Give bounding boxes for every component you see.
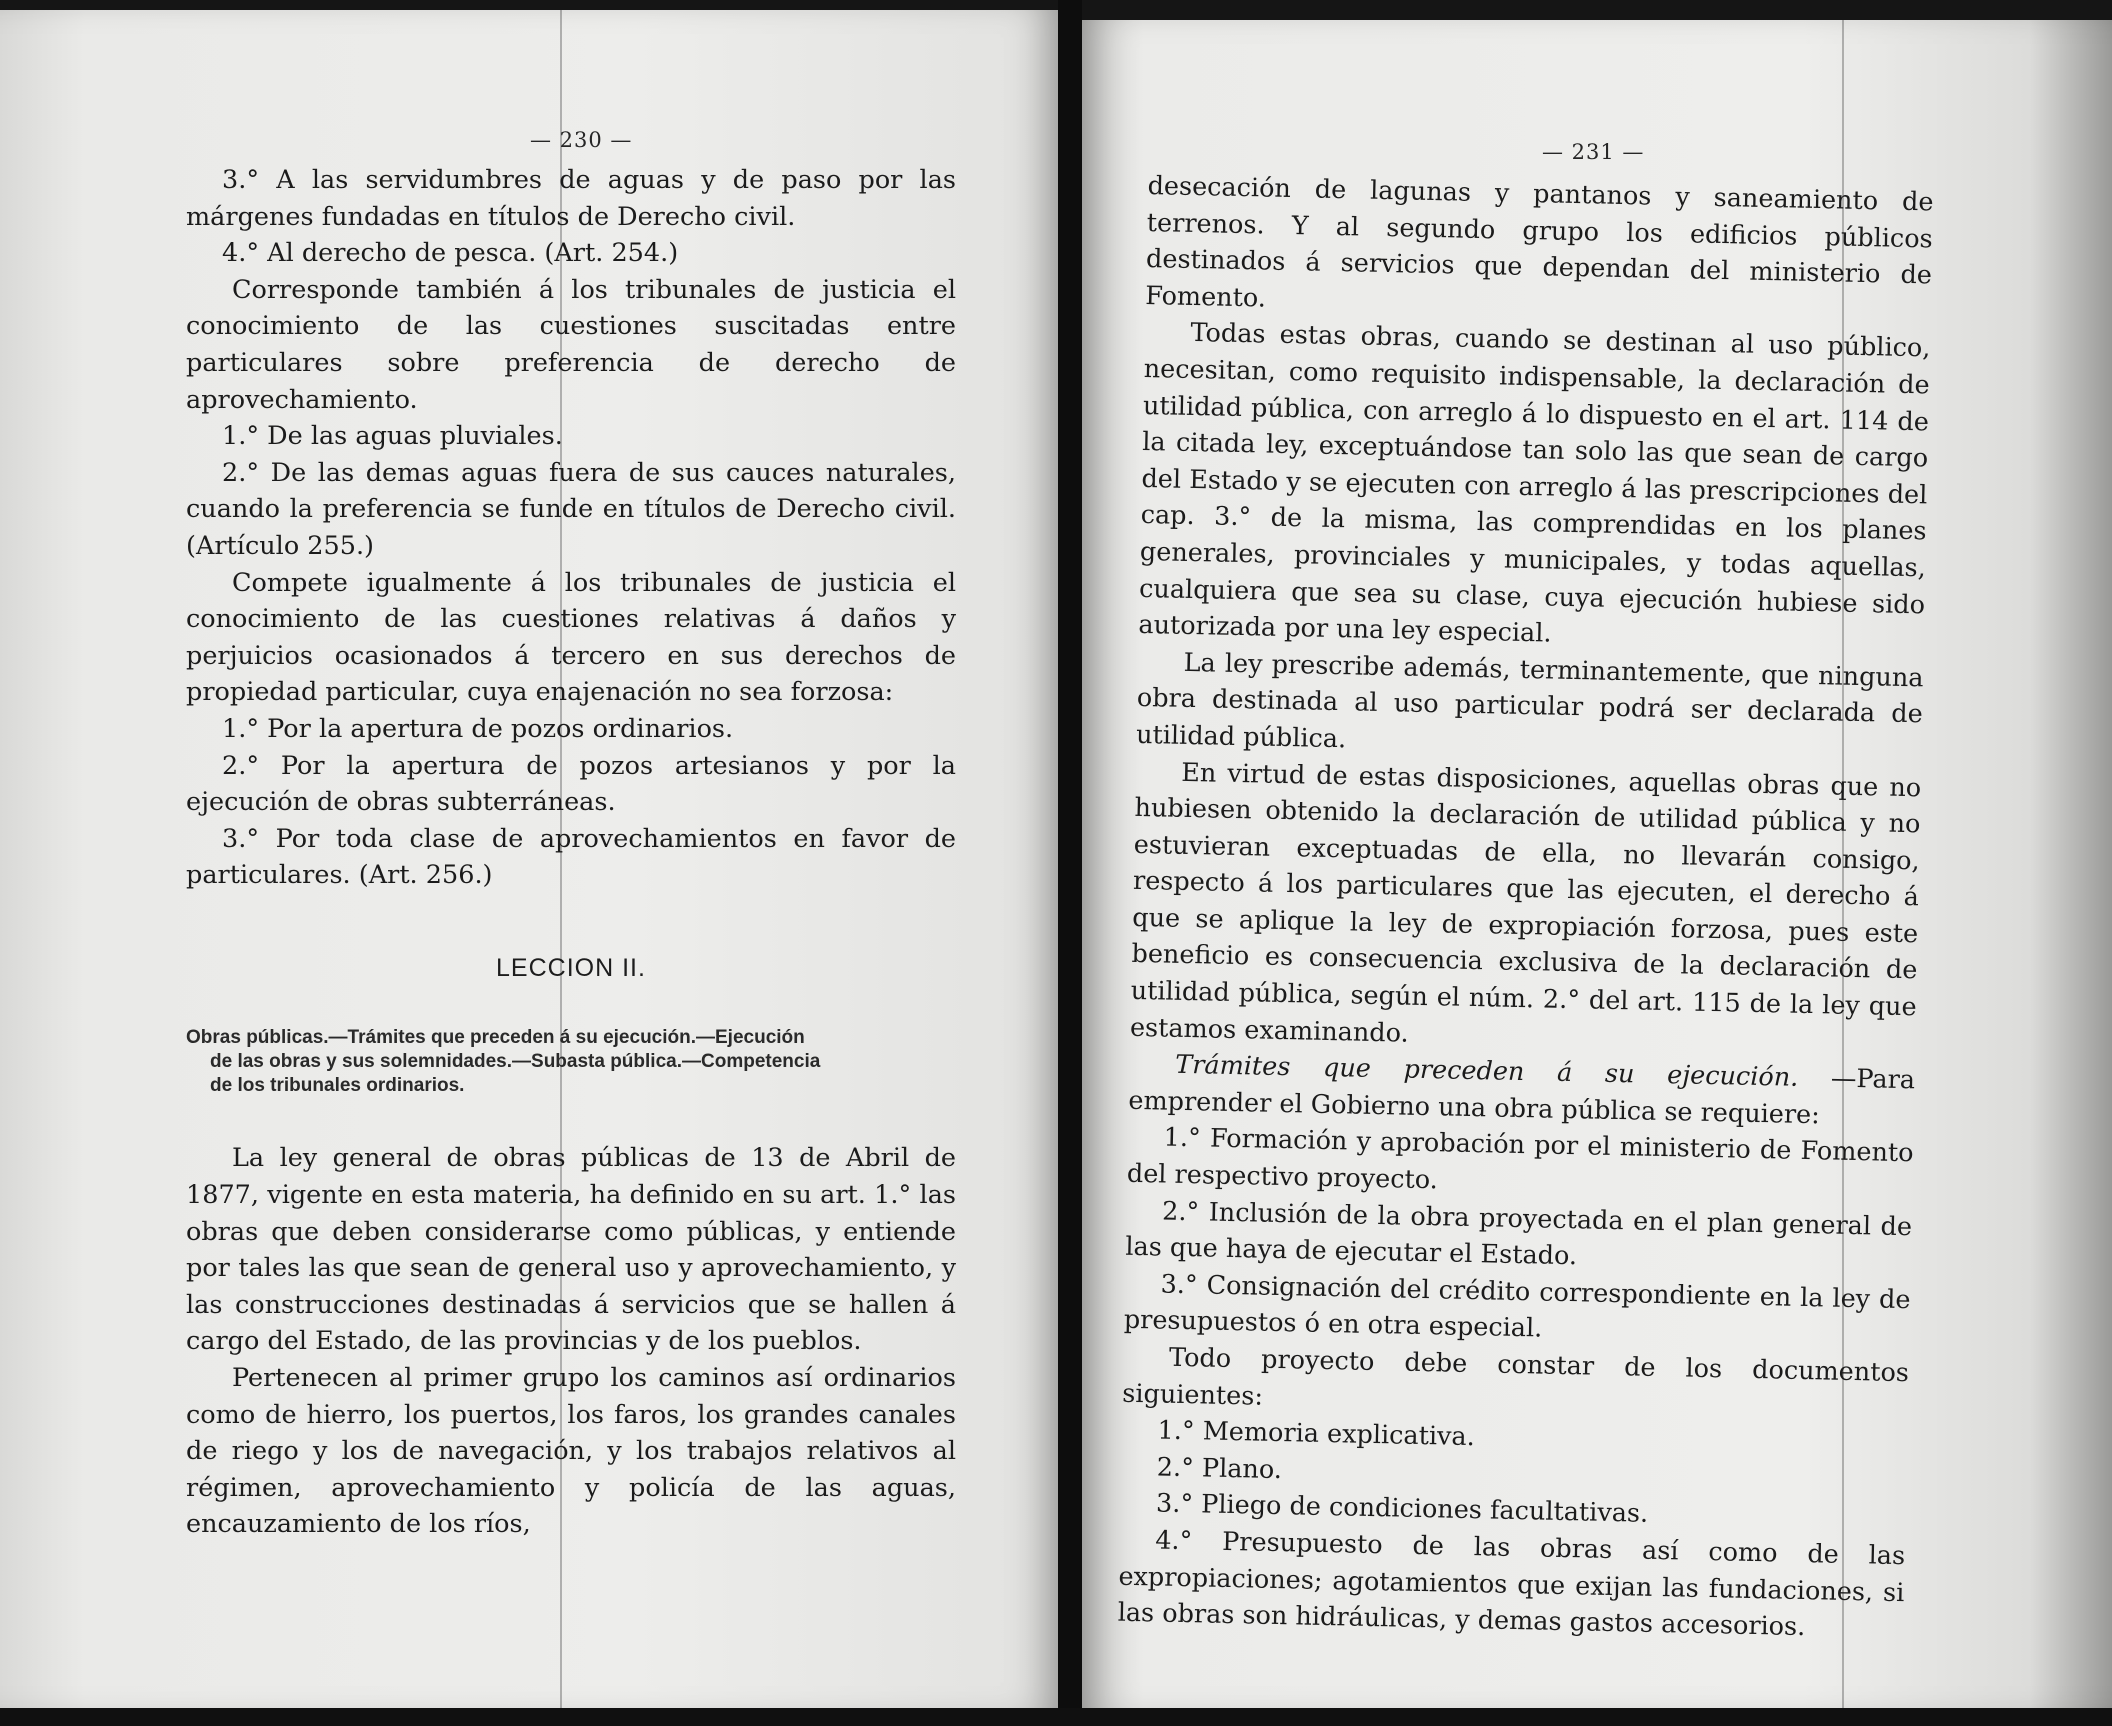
paragraph: desecación de lagunas y pantanos y saneamiento de terrenos. Y al segundo grupo los edificios públicos destinados á servicios que dependan del ministerio de Fomento.: [1145, 170, 1934, 314]
summary-line: de las obras y sus solemnidades.—Subasta pública.—Competencia: [210, 1051, 821, 1073]
book-gutter: [1058, 0, 1082, 1726]
paragraph: 2.° De las demas aguas fuera de sus cauces naturales, cuando la preferencia se funde en títulos de Derecho civil. (Artículo 255.): [186, 457, 956, 561]
paragraph-text: —Para emprender el Gobierno una obra pública se requiere:: [1128, 1063, 1916, 1131]
paragraph: 3.° A las servidumbres de aguas y de paso por las márgenes fundadas en títulos de Derecho civil.: [186, 165, 956, 232]
page-number: — 231 —: [1542, 140, 1645, 164]
paragraph: La ley prescribe además, terminantemente, que ninguna obra destinada al uso particular podrá ser declarada de utilidad pública.: [1135, 647, 1924, 755]
paragraph: Pertenecen al primer grupo los caminos así ordinarios como de hierro, los puertos, los faros, los grandes canales de riego y los de navegación, y los trabajos relativos al régimen, aprovechamiento y policía de las aguas, encauzamiento de los ríos,: [186, 1363, 956, 1540]
paragraph: Corresponde también á los tribunales de justicia el conocimiento de las cuestiones suscitadas entre particulares sobre preferencia de derecho de aprovechamiento.: [186, 274, 956, 415]
right-page: [1082, 20, 2112, 1710]
paragraph: 4.° Presupuesto de las obras así como de las expropiaciones; agotamientos que exijan las fundaciones, si las obras son hidráulicas, y demas gastos accesorios.: [1117, 1525, 1906, 1643]
paragraph: La ley general de obras públicas de 13 de Abril de 1877, vigente en esta materia, ha definido en su art. 1.° las obras que deben considerarse como públicas, y entiende por tales las que sean de general uso y aprovechamiento, y las construcciones destinadas á servicios que se hallen á cargo del Estado, de las provincias y de los pueblos.: [186, 1143, 956, 1357]
paragraph: 4.° Al derecho de pesca. (Art. 254.): [222, 238, 679, 269]
section-title: LECCION II.: [496, 953, 646, 982]
paragraph: 1.° Formación y aprobación por el ministerio de Fomento del respectivo proyecto.: [1126, 1122, 1914, 1196]
scan-border: [0, 1708, 2112, 1726]
paragraph: 1.° Por la apertura de pozos ordinarios.: [222, 713, 734, 744]
paragraph: Todo proyecto debe constar de los documentos siguientes:: [1122, 1342, 1910, 1412]
left-page: [0, 10, 1058, 1710]
paragraph: 3.° Consignación del crédito correspondiente en la ley de presupuestos ó en otra especial.: [1123, 1269, 1911, 1344]
paragraph: 1.° Memoria explicativa.: [1157, 1415, 1476, 1453]
paragraph: 2.° Inclusión de la obra proyectada en el plan general de las que haya de ejecutar el Estado.: [1125, 1196, 1913, 1272]
paragraph: 2.° Plano.: [1156, 1452, 1283, 1485]
lesson-summary: [186, 1026, 956, 1098]
page-number: — 230 —: [530, 128, 633, 152]
summary-line: Obras públicas.—Trámites que preceden á su ejecución.—Ejecución: [186, 1027, 805, 1049]
paragraph: 3.° Por toda clase de aprovechamientos en favor de particulares. (Art. 256.): [186, 823, 956, 891]
paragraph: En virtud de estas disposiciones, aquellas obras que no hubiesen obtenido la declaración de utilidad pública y no estuvieran exceptuadas de ella, no llevarán consigo, respecto á los particulares que las ejecuten, el derecho á que se aplique la ley de expropiación forzosa, pues este beneficio es consecuencia exclusiva de la declaración de utilidad pública, según el núm. 2.° del art. 115 de la ley que estamos examinando.: [1129, 757, 1922, 1049]
paragraph: Compete igualmente á los tribunales de justicia el conocimiento de las cuestiones relativas á daños y perjuicios ocasionados á tercero en sus derechos de propiedad particular, cuya enajenación no sea forzosa:: [186, 567, 956, 708]
summary-line: de los tribunales ordinarios.: [210, 1075, 465, 1097]
paragraph: 2.° Por la apertura de pozos artesianos y por la ejecución de obras subterráneas.: [186, 750, 956, 818]
paragraph: 3.° Pliego de condiciones facultativas.: [1155, 1488, 1649, 1530]
left-page-text: [186, 162, 956, 1543]
paragraph: Todas estas obras, cuando se destinan al uso público, necesitan, como requisito indispensable, la declaración de utilidad pública, con arreglo á lo dispuesto en el art. 114 de la citada ley, exceptuándose tan solo las que sean de cargo del Estado y se ejecuten con arreglo á las prescripciones del cap. 3.° de la misma, las comprendidas en los planes generales, provinciales y municipales, y todas aquellas, cualquiera que sea su clase, cuya ejecución hubiese sido autorizada por una ley especial.: [1138, 318, 1931, 649]
italic-heading: Trámites que preceden á su ejecución.: [1174, 1050, 1799, 1094]
paragraph: 1.° De las aguas pluviales.: [222, 421, 563, 452]
right-page-text: [1117, 168, 1933, 1648]
